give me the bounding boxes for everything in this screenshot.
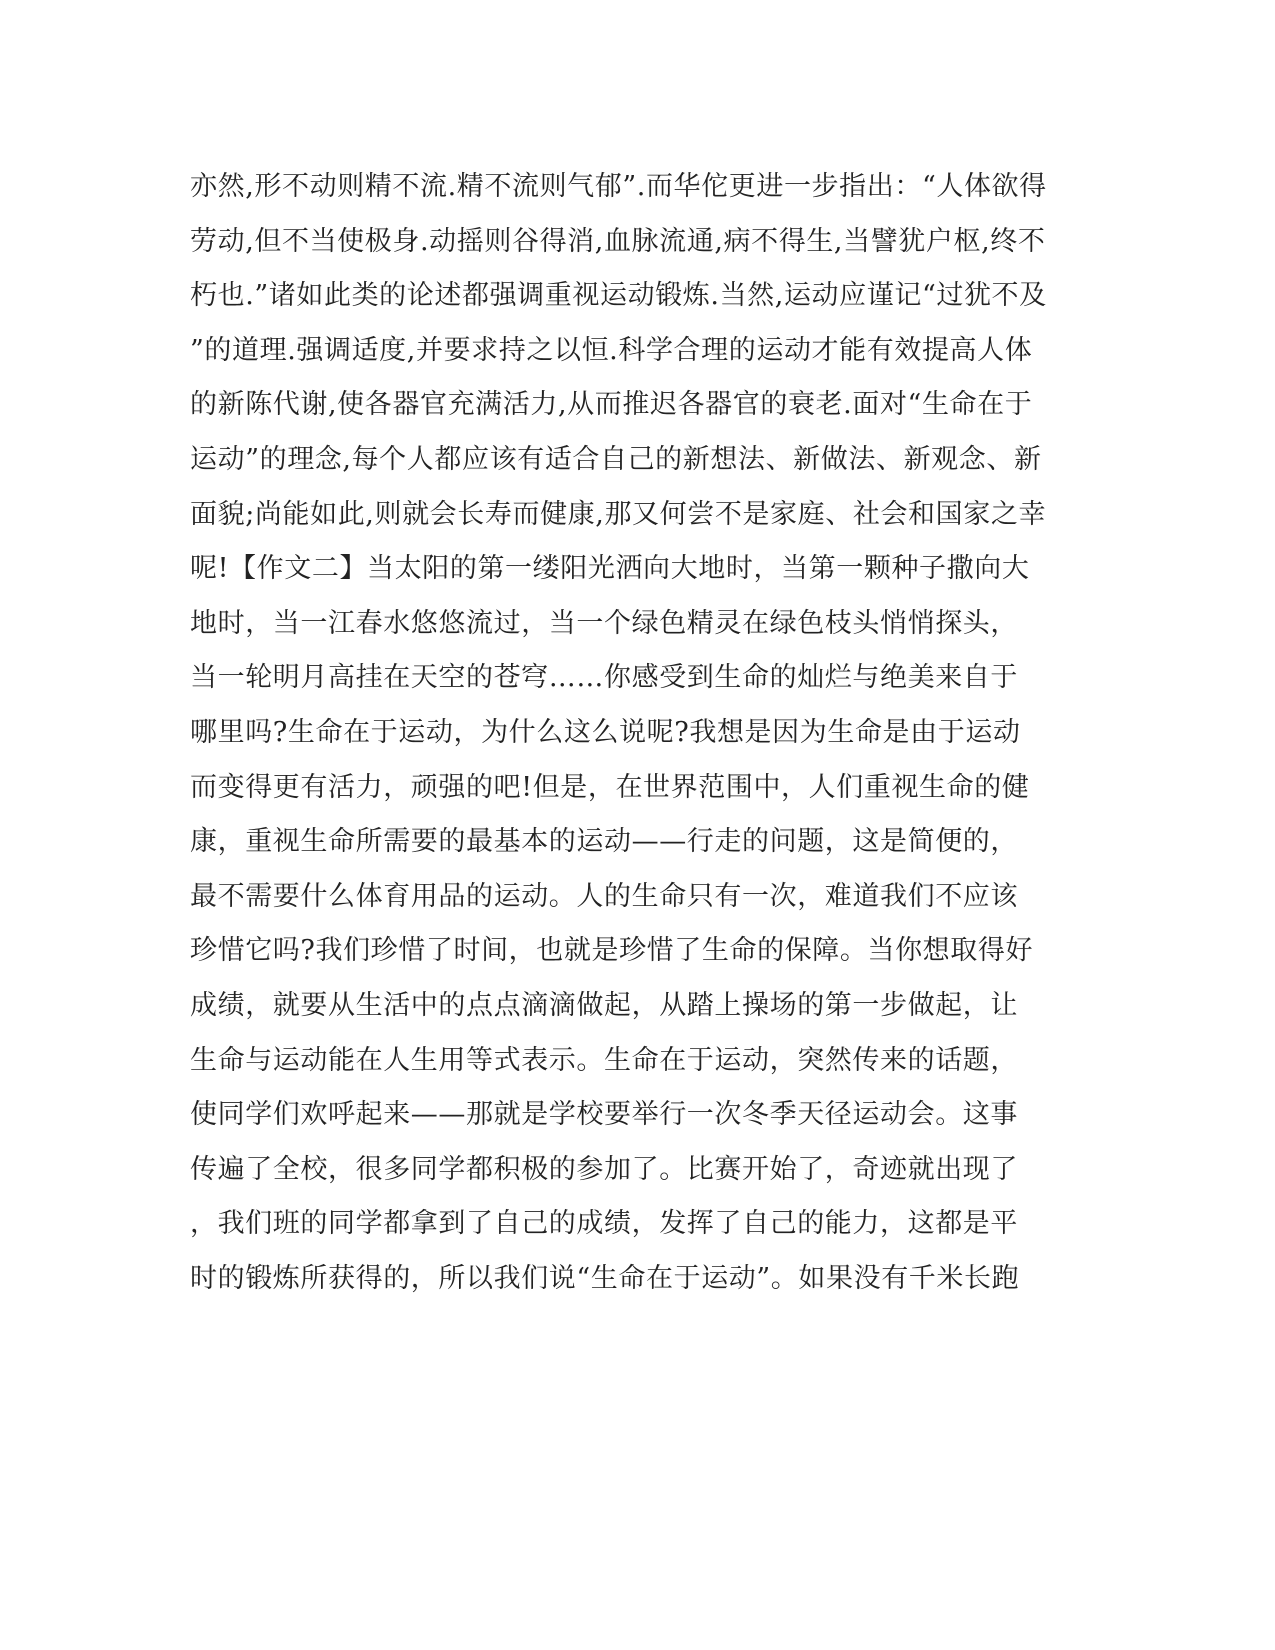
text-line: 呢!【作文二】当太阳的第一缕阳光洒向大地时，当第一颗种子撒向大	[190, 553, 1030, 585]
body-text	[190, 160, 1090, 1306]
text-line: 传遍了全校，很多同学都积极的参加了。比赛开始了，奇迹就出现了	[190, 1153, 1018, 1185]
text-line: 当一轮明月高挂在天空的苍穹……你感受到生命的灿烂与绝美来自于	[190, 662, 1018, 694]
text-line: 珍惜它吗?我们珍惜了时间，也就是珍惜了生命的保障。当你想取得好	[190, 935, 1034, 967]
text-line: 而变得更有活力，顽强的吧!但是，在世界范围中，人们重视生命的健	[190, 771, 1030, 803]
text-line: 地时，当一江春水悠悠流过，当一个绿色精灵在绿色枝头悄悄探头，	[190, 607, 1018, 639]
text-line: ”的道理.强调适度,并要求持之以恒.科学合理的运动才能有效提高人体	[190, 334, 1033, 366]
text-line: 面貌;尚能如此,则就会长寿而健康,那又何尝不是家庭、社会和国家之幸	[190, 498, 1047, 530]
text-line: 时的锻炼所获得的，所以我们说“生命在于运动”。如果没有千米长跑	[190, 1262, 1020, 1294]
text-line: 劳动,但不当使极身.动摇则谷得消,血脉流通,病不得生,当譬犹户枢,终不	[190, 225, 1046, 257]
text-line: 亦然,形不动则精不流.精不流则气郁”.而华佗更进一步指出：“人体欲得	[190, 171, 1047, 202]
text-line: 生命与运动能在人生用等式表示。生命在于运动，突然传来的话题，	[190, 1044, 1018, 1076]
text-line: 最不需要什么体育用品的运动。人的生命只有一次，难道我们不应该	[190, 880, 1018, 912]
text-line: 使同学们欢呼起来——那就是学校要举行一次冬季天径运动会。这事	[190, 1099, 1018, 1131]
text-line: ，我们班的同学都拿到了自己的成绩，发挥了自己的能力，这都是平	[190, 1208, 1018, 1240]
text-line: 运动”的理念,每个人都应该有适合自己的新想法、新做法、新观念、新	[190, 443, 1042, 475]
text-line: 成绩，就要从生活中的点点滴滴做起，从踏上操场的第一步做起，让	[190, 989, 1018, 1021]
text-line: 哪里吗?生命在于运动，为什么这么说呢?我想是因为生命是由于运动	[190, 716, 1021, 748]
text-line: 康，重视生命所需要的最基本的运动——行走的问题，这是简便的，	[190, 826, 1018, 858]
text-line: 的新陈代谢,使各器官充满活力,从而推迟各器官的衰老.面对“生命在于	[190, 389, 1033, 421]
text-line: 朽也.”诸如此类的论述都强调重视运动锻炼.当然,运动应谨记“过犹不及	[190, 280, 1047, 312]
